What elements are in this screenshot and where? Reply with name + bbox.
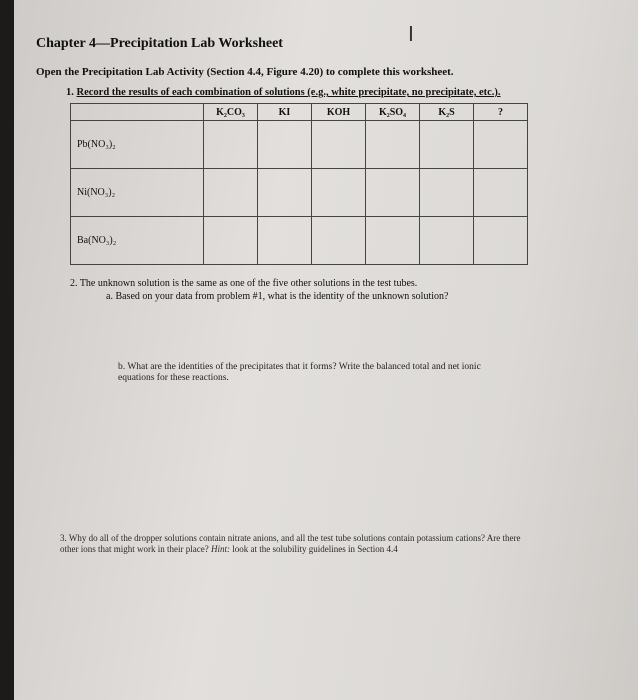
result-cell[interactable] — [420, 217, 474, 265]
column-header: K₂S — [420, 104, 474, 121]
column-header: KOH — [312, 104, 366, 121]
question-3-hint-text: look at the solubility guidelines in Section 4.4 — [232, 544, 398, 554]
table-row — [71, 121, 528, 169]
results-table — [70, 103, 528, 265]
result-cell[interactable] — [474, 121, 528, 169]
question-3-hint-label: Hint: — [210, 544, 230, 554]
question-3-number: 3. — [60, 533, 67, 543]
question-2b — [118, 362, 518, 384]
column-header: K₂SO₄ — [366, 104, 420, 121]
result-cell[interactable] — [366, 169, 420, 217]
result-cell[interactable] — [366, 217, 420, 265]
question-2a — [106, 291, 448, 302]
result-cell[interactable] — [258, 169, 312, 217]
page-title: Chapter 4—Precipitation Lab Worksheet — [36, 36, 283, 51]
instructions: Open the Precipitation Lab Activity (Section 4.4, Figure 4.20) to complete this worksheet. — [36, 66, 454, 78]
result-cell[interactable] — [312, 121, 366, 169]
result-cell[interactable] — [204, 217, 258, 265]
result-cell[interactable] — [258, 121, 312, 169]
result-cell[interactable] — [258, 217, 312, 265]
column-header: K₂CO₃ — [204, 104, 258, 121]
text-cursor-icon: I — [408, 22, 414, 46]
question-3 — [60, 533, 530, 555]
row-header: Ba(NO₃)₂ — [71, 217, 204, 265]
question-2-number: 2. — [70, 278, 78, 289]
result-cell[interactable] — [474, 169, 528, 217]
result-cell[interactable] — [204, 121, 258, 169]
question-2a-text: Based on your data from problem #1, what is the identity of the unknown solution? — [115, 291, 449, 302]
result-cell[interactable] — [420, 169, 474, 217]
result-cell[interactable] — [420, 121, 474, 169]
question-1-number: 1. — [66, 87, 74, 98]
table-header-row — [71, 104, 528, 121]
question-2 — [70, 278, 417, 289]
result-cell[interactable] — [312, 169, 366, 217]
table-corner-cell — [71, 104, 204, 121]
result-cell[interactable] — [204, 169, 258, 217]
column-header: KI — [258, 104, 312, 121]
question-1-text: Record the results of each combination of solutions (e.g., white precipitate, no precipitate, etc.). — [76, 87, 501, 98]
result-cell[interactable] — [312, 217, 366, 265]
row-header: Pb(NO₃)₂ — [71, 121, 204, 169]
result-cell[interactable] — [366, 121, 420, 169]
question-2b-text: What are the identities of the precipitates that it forms? Write the balanced total and net ionic equations for these reactions. — [118, 362, 481, 383]
question-2b-label: b. — [118, 362, 126, 372]
question-2a-label: a. — [106, 291, 113, 302]
table-row — [71, 169, 528, 217]
question-3-text: Why do all of the dropper solutions contain nitrate anions, and all the test tube solutions contain potassium cations? Are there other ions that might work in their place? — [60, 533, 521, 554]
column-header: ? — [474, 104, 528, 121]
table-row — [71, 217, 528, 265]
row-header: Ni(NO₃)₂ — [71, 169, 204, 217]
result-cell[interactable] — [474, 217, 528, 265]
question-1 — [66, 87, 501, 98]
question-2-text: The unknown solution is the same as one of the five other solutions in the test tubes. — [79, 278, 418, 289]
